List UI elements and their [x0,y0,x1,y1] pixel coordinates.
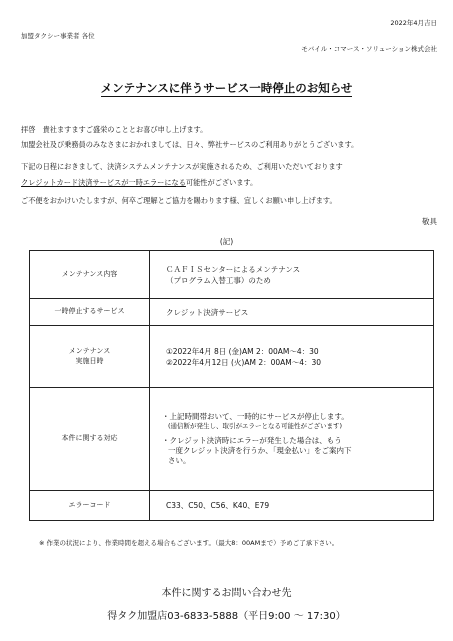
closing-keigu: 敬具 [422,217,437,226]
maintenance-table [29,250,434,521]
row-label-response: 本件に関する対応 [30,388,150,491]
body-line-5: ご不便をおかけいたしますが、何卒ご理解とご協力を賜わります様、宜しくお願い申し上げます。 [21,196,337,205]
response-bullet-2-line-3: さい。 [168,456,191,465]
body-line-1: 拝啓 貴社ますますご盛栄のこととお喜び申し上げます。 [21,125,208,134]
recipient: 加盟タクシー事業者 各位 [21,32,95,40]
response-bullet-2-line-2: 一度クレジット決済を行うか、「現金払い」をご案内下 [168,445,352,455]
datetime-label-line-1: メンテナンス [68,347,111,356]
row-label-error-code: エラーコード [30,491,150,521]
datetime-label-line-2: 実施日時 [75,356,104,365]
row-label-service: 一時停止するサービス [30,299,150,326]
row-value-error-code: C33、C50、C56、K40、E79 [150,491,434,521]
row-value-datetime [150,326,434,388]
content-line-2: （プログラム入替工事）のため [166,275,271,285]
document-date: 2022年4月吉日 [390,19,437,27]
table-row [30,251,434,299]
footnote: ※ 作業の状況により、作業時間を超える場合もございます。（最大8：00AMまで）予めご了承下さい。 [39,539,339,547]
document-title-wrap [0,80,453,96]
row-value-content [150,251,434,299]
datetime-line-2: ②2022年4月12日 (火)AM 2：00AM～4：30 [166,357,322,367]
row-label-content: メンテナンス内容 [30,251,150,299]
row-value-service: クレジット決済サービス [150,299,434,326]
body-line-4 [21,178,257,188]
row-label-datetime [30,326,150,388]
sender: モバイル・コマース・ソリューション株式会社 [301,45,437,53]
response-bullet-1: ・上記時間帯おいて、一時的にサービスが停止します。 [162,411,349,421]
body-line-3: 下記の日程におきまして、決済システムメンテナンスが実施されるため、ご利用いただいております [21,162,343,171]
body-line-4-rest: 可能性がございます。 [185,178,258,187]
response-bullet-1-sub: (通信断が発生し、取引がエラーとなる可能性がございます) [168,421,343,430]
document-title: メンテナンスに伴うサービス一時停止のお知らせ [100,81,353,95]
table-row [30,326,434,388]
response-bullet-2-line-1: ・クレジット決済時にエラーが発生した場合は、もう [162,435,342,445]
content-line-1: ＣＡＦＩＳセンターによるメンテナンス [166,264,301,274]
contact-line: 得タク加盟店03-6833-5888（平日9:00 ～ 17:30） [107,611,346,622]
row-value-response [150,388,434,491]
underlined-notice: クレジットカード決済サービスが一時エラーになる [21,178,186,187]
table-row [30,491,434,521]
table-row [30,299,434,326]
contact-title: 本件に関するお問い合わせ先 [161,588,292,599]
body-line-2: 加盟会社及び乗務員のみなさまにおかれましては、日々、弊社サービスのご利用ありがとうございます。 [21,140,359,149]
datetime-line-1: ①2022年4月 8日 (金)AM 2：00AM～4：30 [166,346,319,356]
ki-marker: (記) [219,237,234,246]
table-row [30,388,434,491]
